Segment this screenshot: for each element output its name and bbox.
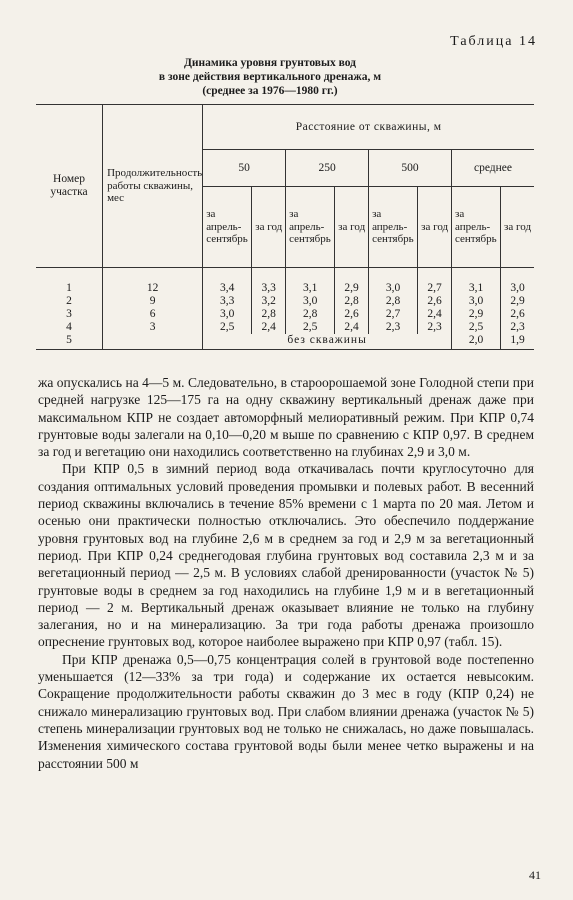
- cell-value: 3,2: [252, 295, 286, 308]
- cell-value: 2,0: [452, 334, 501, 350]
- cell-value: 2,8: [252, 308, 286, 321]
- cell-value: 3,0: [286, 295, 335, 308]
- cell-value: 2,8: [286, 308, 335, 321]
- header-group-250: 250: [286, 150, 369, 187]
- cell-value: 2,4: [418, 308, 452, 321]
- header-group-50: 50: [203, 150, 286, 187]
- cell-value: 2,5: [203, 321, 252, 334]
- cell-duration: 3: [103, 321, 203, 334]
- cell-value: 3,0: [369, 268, 418, 296]
- cell-section: 4: [36, 321, 103, 334]
- cell-value: 2,5: [286, 321, 335, 334]
- cell-value: 2,9: [335, 268, 369, 296]
- table-caption: [120, 56, 420, 98]
- table-row: [36, 321, 534, 334]
- cell-value: 2,4: [252, 321, 286, 334]
- cell-value: 2,8: [335, 295, 369, 308]
- cell-value: 3,0: [203, 308, 252, 321]
- cell-value: 3,1: [452, 268, 501, 296]
- cell-duration: 6: [103, 308, 203, 321]
- table-row: [36, 308, 534, 321]
- page-number: 41: [529, 868, 541, 882]
- cell-value: 3,0: [452, 295, 501, 308]
- cell-value: 2,3: [369, 321, 418, 334]
- table-row: [36, 295, 534, 308]
- cell-value: 3,4: [203, 268, 252, 296]
- cell-value: 3,3: [252, 268, 286, 296]
- cell-duration: 12: [103, 268, 203, 296]
- cell-value: 2,3: [418, 321, 452, 334]
- header-group-average: среднее: [452, 150, 535, 187]
- header-apr-sep: за апрель-сентябрь: [203, 187, 252, 268]
- table-row: [36, 268, 534, 296]
- cell-value: 3,1: [286, 268, 335, 296]
- paragraph: При КПР 0,5 в зимний период вода откачивалась почти круглосуточно для создания оптимальных условий проведения промывки и полевых работ. В весенний период скважины включались в течение 85% времени с 1 марта по 20 мая. Летом и осенью они практически полностью отключались. Это обеспечило поддержание уровня грунтовых вод на глубине 2,6 м в среднем за год и 2,9 м за вегетационный период. При КПР 0,24 среднегодовая глубина грунтовых вод составила 2,3 м и за вегетационный период — 2,5 м. В условиях слабой дренированности (участок № 5) грунтовые воды в среднем за год находились на глубине 1,9 м и в вегетационный период — 2 м. Вертикальный дренаж оказывает влияние не только на глубину залегания, но и на минерализацию. За три года работы дренажа произошло опреснение грунтовых вод, которое наиболее выражено при КПР 0,97 (табл. 15).: [38, 461, 534, 650]
- cell-value: 2,7: [369, 308, 418, 321]
- header-apr-sep: за апрель-сентябрь: [369, 187, 418, 268]
- body-text: [38, 374, 534, 772]
- cell-value: 2,7: [418, 268, 452, 296]
- cell-section: 3: [36, 308, 103, 321]
- cell-duration: [103, 334, 203, 350]
- cell-value: 1,9: [501, 334, 534, 350]
- paragraph: жа опускались на 4—5 м. Следовательно, в староорошаемой зоне Голодной степи при средней нагрузке 125—175 га на одну скважину вертикальный дренаж даже при максимальном КПР не создает автоморфный мелиоративный режим. При КПР 0,74 грунтовые воды залегали на 0,10—0,20 м выше по сравнению с КПР 0,97. В среднем за год и вегетацию они находились соответственно на глубинах 2,9 и 3,0 м.: [38, 375, 534, 460]
- header-section-number: Номер участка: [36, 105, 103, 268]
- header-group-500: 500: [369, 150, 452, 187]
- header-year: за год: [501, 187, 534, 268]
- header-apr-sep: за апрель-сентябрь: [286, 187, 335, 268]
- caption-line: (среднее за 1976—1980 гг.): [202, 85, 338, 97]
- cell-value: 2,6: [510, 308, 525, 320]
- cell-duration: 9: [103, 295, 203, 308]
- cell-section: 5: [36, 334, 103, 350]
- table-row: [36, 334, 534, 350]
- header-year: за год: [418, 187, 452, 268]
- header-apr-sep: за апрель-сентябрь: [452, 187, 501, 268]
- cell-value: 2,6: [335, 308, 369, 321]
- cell-value: 2,4: [335, 321, 369, 334]
- caption-line: в зоне действия вертикального дренажа, м: [158, 71, 382, 83]
- table-label: Таблица 14: [450, 34, 537, 49]
- caption-line: Динамика уровня грунтовых вод: [184, 57, 356, 69]
- cell-section: 2: [36, 295, 103, 308]
- groundwater-table: [36, 104, 534, 350]
- cell-value: 2,9: [452, 308, 501, 321]
- cell-no-well: без скважины: [203, 334, 452, 350]
- cell-value: 2,9: [510, 295, 525, 307]
- cell-value: 3,0: [510, 282, 525, 294]
- paragraph: При КПР дренажа 0,5—0,75 концентрация солей в грунтовой воде постепенно уменьшается (12—33% за три года) и содержание их остается невысоким. Сокращение продолжительности работы скважин до 3 мес в году (КПР 0,24) не снижало минерализацию грунтовых вод. При слабом влиянии дренажа (участок № 5) степень минерализации грунтовых вод не только не снижалась, но даже повышалась. Изменения химического состава грунтовой воды были менее четко выражены и на расстоянии 500 м: [38, 651, 534, 771]
- cell-section: 1: [36, 268, 103, 296]
- cell-value: 3,3: [203, 295, 252, 308]
- header-duration: Продолжительность работы скважины, мес: [103, 105, 203, 268]
- header-year: за год: [335, 187, 369, 268]
- header-year: за год: [252, 187, 286, 268]
- cell-value: 2,6: [418, 295, 452, 308]
- cell-value: 2,5: [452, 321, 501, 334]
- cell-value: 2,8: [369, 295, 418, 308]
- header-distance: Расстояние от скважины, м: [203, 105, 534, 150]
- cell-value: 2,3: [510, 321, 525, 333]
